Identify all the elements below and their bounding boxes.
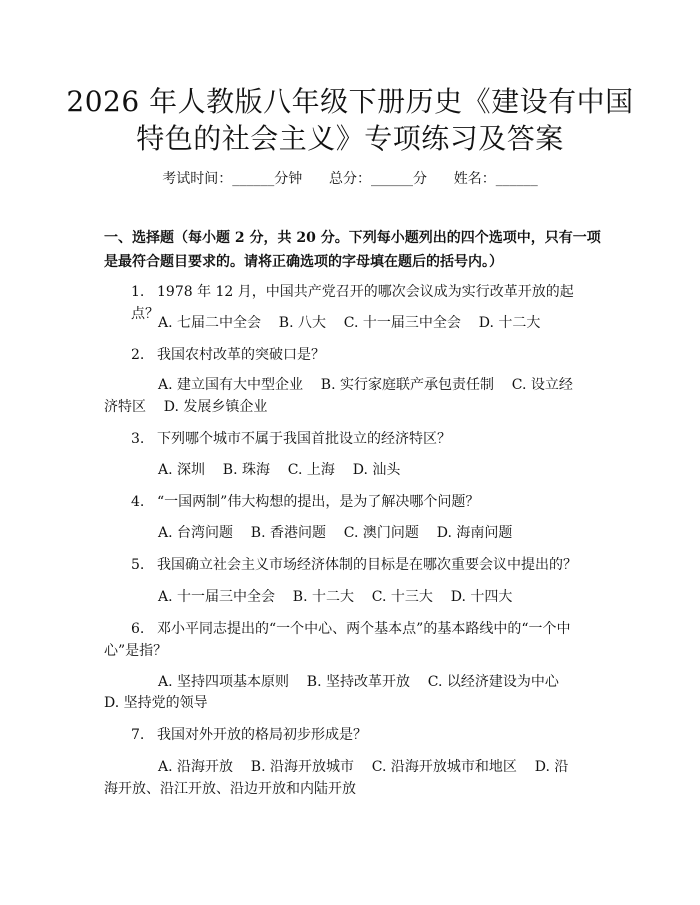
- question-6-options: [104, 671, 602, 693]
- options-text-line-2: 海开放、沿江开放、沿边开放和内陆开放: [104, 781, 356, 797]
- question-stem: 我国对外开放的格局初步形成是？: [157, 727, 367, 743]
- question-4-options: [104, 522, 602, 544]
- question-number: 7.: [131, 727, 145, 743]
- section-heading: 一、选择题（每小题 2 分，共 20 分。下列每小题列出的四个选项中，只有一项是最符合题目要求的。请将正确选项的字母填在题后的括号内。）: [104, 230, 601, 270]
- question-7-options: [104, 756, 602, 778]
- question-number: 4.: [131, 494, 145, 510]
- options-text: A. 深圳 B. 珠海 C. 上海 D. 汕头: [158, 462, 401, 478]
- question-number: 3.: [131, 431, 145, 447]
- options-text-line-2: D. 坚持党的领导: [104, 695, 208, 711]
- document-title-line-1: 2026 年人教版八年级下册历史《建设有中国: [66, 85, 634, 118]
- question-6-stem-cont: [104, 640, 602, 662]
- question-stem: 我国确立社会主义市场经济体制的目标是在哪次重要会议中提出的？: [157, 557, 577, 573]
- question-2-options: [104, 374, 602, 396]
- question-number: 6.: [131, 621, 145, 637]
- options-text-line-1: A. 建立国有大中型企业 B. 实行家庭联产承包责任制 C. 设立经: [158, 377, 573, 393]
- question-2: [131, 344, 601, 366]
- question-7-options-cont: [104, 778, 602, 800]
- question-4: [131, 491, 601, 513]
- question-stem-line-2: 心”是指？: [104, 643, 168, 659]
- question-stem: 我国农村改革的突破口是？: [157, 347, 325, 363]
- question-number: 5.: [131, 557, 145, 573]
- question-5-options: [104, 586, 602, 608]
- question-3-options: [104, 459, 602, 481]
- question-number: 2.: [131, 347, 145, 363]
- options-text-line-2: 济特区 D. 发展乡镇企业: [104, 399, 268, 415]
- question-5: [131, 554, 601, 576]
- question-stem: 1978 年 12 月，中国共产党召开的哪次会议成为实行改革开放的起点？: [131, 284, 574, 322]
- options-text-line-1: A. 沿海开放 B. 沿海开放城市 C. 沿海开放城市和地区 D. 沿: [158, 759, 569, 775]
- options-text: A. 七届二中全会 B. 八大 C. 十一届三中全会 D. 十二大: [158, 315, 541, 331]
- exam-info-line: 考试时间：______分钟 总分：______分 姓名：______: [162, 171, 538, 187]
- question-6: [131, 618, 601, 640]
- question-7: [131, 724, 601, 746]
- question-1-options: [104, 312, 602, 334]
- options-text: A. 台湾问题 B. 香港问题 C. 澳门问题 D. 海南问题: [158, 525, 513, 541]
- question-6-options-cont: [104, 692, 602, 714]
- question-stem: “一国两制”伟大构想的提出，是为了解决哪个问题？: [157, 494, 480, 510]
- options-text: A. 十一届三中全会 B. 十二大 C. 十三大 D. 十四大: [158, 589, 513, 605]
- options-text-line-1: A. 坚持四项基本原则 B. 坚持改革开放 C. 以经济建设为中心: [158, 674, 559, 690]
- question-stem-line-1: 邓小平同志提出的“一个中心、两个基本点”的基本路线中的“一个中: [157, 621, 571, 637]
- question-stem: 下列哪个城市不属于我国首批设立的经济特区？: [157, 431, 451, 447]
- question-3: [131, 428, 601, 450]
- question-2-options-cont: [104, 396, 602, 418]
- question-number: 1.: [131, 284, 145, 300]
- document-title-line-2: 特色的社会主义》专项练习及答案: [136, 122, 564, 155]
